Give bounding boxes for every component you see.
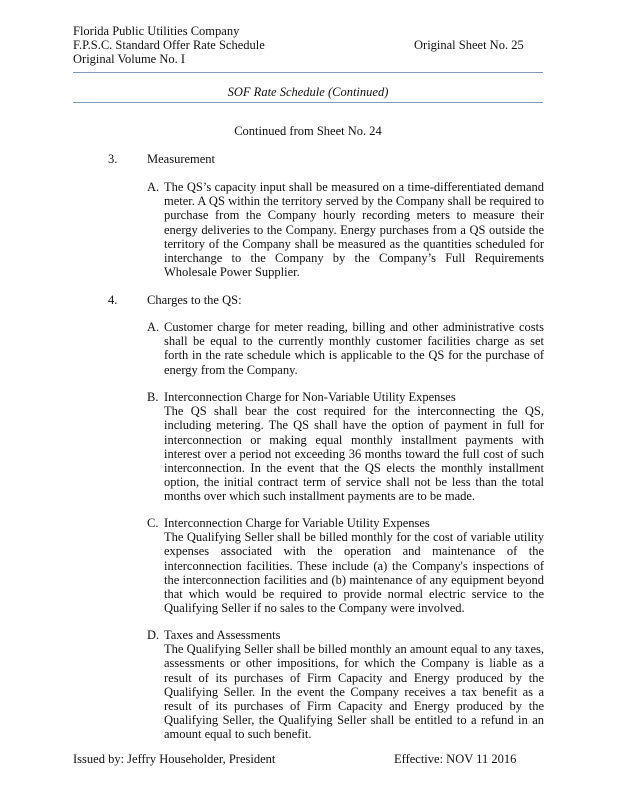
header-company: Florida Public Utilities Company	[73, 24, 240, 38]
section-title: Charges to the QS:	[147, 293, 242, 307]
footer-issued-by: Issued by: Jeffry Householder, President	[73, 752, 276, 766]
header-rule	[73, 72, 543, 73]
footer-effective-date: Effective: NOV 11 2016	[394, 752, 517, 766]
item-subtitle: Interconnection Charge for Variable Utility Expenses	[164, 516, 430, 530]
item-subtitle: Taxes and Assessments	[164, 628, 281, 642]
header-volume: Original Volume No. I	[73, 52, 186, 66]
item-text: Customer charge for meter reading, billing and other administrative costs shall be equal to the currently monthly customer facilities charge as set forth in the rate schedule which is applicable to the QS for the purchase of energy from the Company.	[164, 320, 544, 377]
header-schedule: F.P.S.C. Standard Offer Rate Schedule	[73, 38, 265, 52]
item-letter: D.	[147, 628, 160, 642]
list-item	[147, 180, 547, 279]
item-text: The QS shall bear the cost required for the interconnecting the QS, including metering. The QS shall have the option of payment in full for interconnection or making equal monthly installment payments with interest over a period not exceeding 36 months toward the full cost of such interconnection. In the event that the QS elects the monthly installment option, the initial contract term of service shall not be less than the total months over which such installment payments are to be made.	[164, 404, 544, 504]
item-body	[164, 516, 544, 615]
list-item	[147, 390, 547, 504]
item-subtitle: Interconnection Charge for Non-Variable Utility Expenses	[164, 390, 456, 404]
list-item	[147, 516, 547, 615]
section-number: 4.	[108, 293, 118, 307]
item-text: The QS’s capacity input shall be measured on a time-differentiated demand meter. A QS within the territory served by the Company shall be required to purchase from the Company hourly recording meters to measure their energy deliveries to the Company. Energy purchases from a QS outside the territory of the Company shall be measured as the quantities scheduled for interchange to the Company by the Company’s Full Requirements Wholesale Power Supplier.	[164, 180, 544, 280]
section-title: Measurement	[147, 152, 216, 166]
item-body	[164, 628, 544, 742]
item-letter: C.	[147, 516, 159, 530]
list-item	[147, 320, 547, 377]
item-body	[164, 390, 544, 504]
schedule-title: SOF Rate Schedule (Continued)	[227, 85, 389, 99]
item-letter: A.	[147, 180, 160, 194]
item-text: The Qualifying Seller shall be billed monthly for the cost of variable utility expenses associated with the operation and maintenance of the interconnection facilities. These include (a) the Company's inspections of the interconnection facilities and (b) maintenance of any equipment beyond that which would be required to provide normal electric service to the Qualifying Seller if no sales to the Company were involved.	[164, 530, 544, 616]
section-number: 3.	[108, 152, 118, 166]
continued-from: Continued from Sheet No. 24	[234, 124, 382, 138]
item-letter: B.	[147, 390, 159, 404]
title-rule	[73, 102, 543, 103]
item-letter: A.	[147, 320, 160, 334]
header-sheet-number: Original Sheet No. 25	[414, 38, 524, 52]
item-text: The Qualifying Seller shall be billed monthly an amount equal to any taxes, assessments or other impositions, for which the Company is liable as a result of its purchases of Firm Capacity and Energy produced by the Qualifying Seller. In the event the Company receives a tax benefit as a result of its purchases of Firm Capacity and Energy produced by the Qualifying Seller, the Qualifying Seller shall be entitled to a refund in an amount equal to such benefit.	[164, 642, 544, 742]
list-item	[147, 628, 547, 742]
